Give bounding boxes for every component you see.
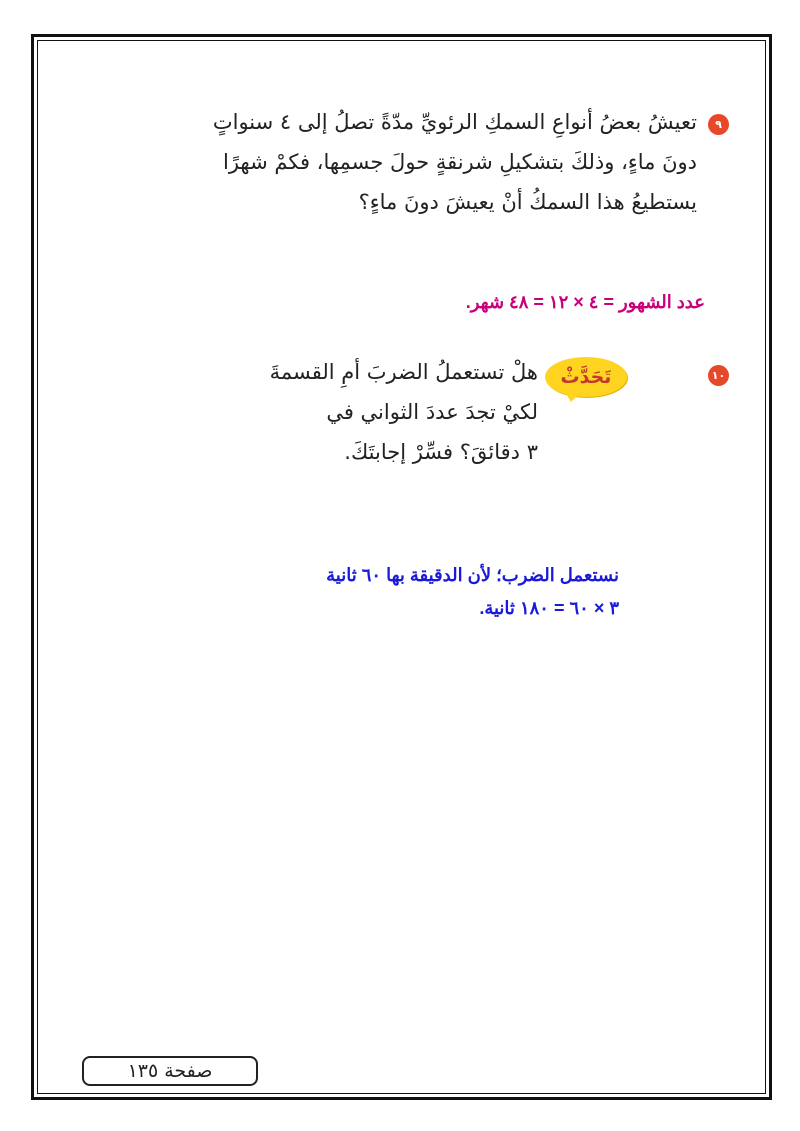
question-number-badge: ٩ (708, 114, 729, 135)
question-text-line: دونَ ماءٍ، وذلكَ بتشكيلِ شرنقةٍ حولَ جسمِها، فكمْ شهرًا (223, 150, 697, 174)
answer-text: ٣ × ٦٠ = ١٨٠ ثانية. (479, 598, 619, 618)
answer-text: نستعمل الضرب؛ لأن الدقيقة بها ٦٠ ثانية (326, 565, 619, 585)
question-text-line: لكيْ تجدَ عددَ الثواني في (326, 400, 538, 424)
page-number: صفحة ١٣٥ (127, 1060, 213, 1082)
question-number-badge: ١٠ (708, 365, 729, 386)
question-text-line: تعيشُ بعضُ أنواعِ السمكِ الرئويِّ مدّةً تصلُ إلى ٤ سنواتٍ (212, 110, 697, 134)
question-10 (0, 0, 800, 520)
page-number-box (82, 1056, 258, 1086)
question-text-line: هلْ تستعملُ الضربَ أمِ القسمةَ (269, 360, 538, 384)
question-text-line: ٣ دقائقَ؟ فسِّرْ إجابتَكَ. (344, 440, 538, 464)
answer-text: عدد الشهور = ٤ × ١٢ = ٤٨ شهر. (465, 292, 705, 312)
question-text-line: يستطيعُ هذا السمكُ أنْ يعيشَ دونَ ماءٍ؟ (358, 190, 697, 214)
talk-badge (545, 357, 627, 397)
talk-badge-tail (565, 392, 581, 402)
talk-badge-label: تَحَدَّثْ (560, 366, 612, 388)
